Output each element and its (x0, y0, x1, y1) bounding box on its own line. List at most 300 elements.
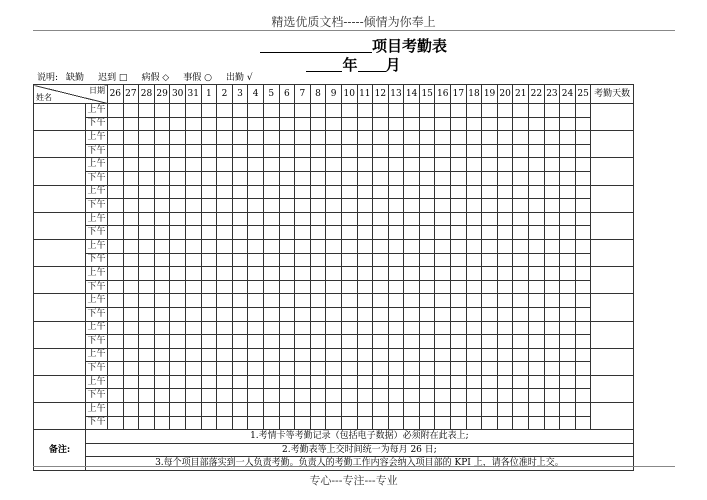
attendance-cell[interactable] (466, 294, 482, 308)
attendance-cell[interactable] (154, 362, 170, 376)
attendance-cell[interactable] (279, 321, 295, 335)
attendance-cell[interactable] (404, 403, 420, 417)
attendance-cell[interactable] (154, 226, 170, 240)
attendance-cell[interactable] (357, 403, 373, 417)
attendance-cell[interactable] (419, 375, 435, 389)
attendance-cell[interactable] (154, 307, 170, 321)
attendance-cell[interactable] (248, 267, 264, 281)
attendance-cell[interactable] (201, 226, 217, 240)
attendance-cell[interactable] (497, 212, 513, 226)
attendance-cell[interactable] (388, 239, 404, 253)
attendance-cell[interactable] (170, 416, 186, 430)
attendance-cell[interactable] (388, 321, 404, 335)
attendance-cell[interactable] (279, 375, 295, 389)
attendance-cell[interactable] (373, 117, 389, 131)
attendance-cell[interactable] (201, 375, 217, 389)
attendance-cell[interactable] (544, 171, 560, 185)
attendance-cell[interactable] (451, 403, 467, 417)
attendance-cell[interactable] (108, 253, 124, 267)
attendance-cell[interactable] (310, 307, 326, 321)
attendance-cell[interactable] (217, 362, 233, 376)
attendance-cell[interactable] (404, 185, 420, 199)
attendance-cell[interactable] (544, 280, 560, 294)
attendance-cell[interactable] (154, 104, 170, 118)
attendance-cell[interactable] (341, 362, 357, 376)
attendance-cell[interactable] (108, 171, 124, 185)
attendance-cell[interactable] (248, 117, 264, 131)
attendance-cell[interactable] (248, 307, 264, 321)
attendance-cell[interactable] (341, 239, 357, 253)
attendance-cell[interactable] (201, 199, 217, 213)
attendance-cell[interactable] (388, 253, 404, 267)
attendance-cell[interactable] (170, 348, 186, 362)
attendance-cell[interactable] (185, 280, 201, 294)
attendance-cell[interactable] (451, 348, 467, 362)
attendance-cell[interactable] (373, 199, 389, 213)
attendance-cell[interactable] (529, 144, 545, 158)
attendance-cell[interactable] (170, 321, 186, 335)
attendance-cell[interactable] (201, 104, 217, 118)
attendance-cell[interactable] (185, 307, 201, 321)
attendance-cell[interactable] (232, 171, 248, 185)
attendance-cell[interactable] (560, 212, 576, 226)
attendance-cell[interactable] (154, 389, 170, 403)
attendance-cell[interactable] (513, 199, 529, 213)
attendance-cell[interactable] (232, 321, 248, 335)
attendance-cell[interactable] (404, 239, 420, 253)
attendance-cell[interactable] (108, 375, 124, 389)
total-days-cell[interactable] (591, 375, 633, 402)
attendance-cell[interactable] (310, 267, 326, 281)
attendance-cell[interactable] (419, 389, 435, 403)
attendance-cell[interactable] (419, 307, 435, 321)
attendance-cell[interactable] (248, 389, 264, 403)
attendance-cell[interactable] (170, 199, 186, 213)
attendance-cell[interactable] (295, 307, 311, 321)
name-cell[interactable] (34, 104, 86, 131)
attendance-cell[interactable] (279, 389, 295, 403)
attendance-cell[interactable] (497, 185, 513, 199)
attendance-cell[interactable] (279, 253, 295, 267)
attendance-cell[interactable] (357, 239, 373, 253)
attendance-cell[interactable] (139, 335, 155, 349)
attendance-cell[interactable] (435, 212, 451, 226)
attendance-cell[interactable] (575, 212, 591, 226)
attendance-cell[interactable] (139, 117, 155, 131)
attendance-cell[interactable] (544, 389, 560, 403)
attendance-cell[interactable] (513, 158, 529, 172)
attendance-cell[interactable] (466, 416, 482, 430)
attendance-cell[interactable] (123, 104, 139, 118)
attendance-cell[interactable] (123, 212, 139, 226)
attendance-cell[interactable] (310, 117, 326, 131)
attendance-cell[interactable] (560, 375, 576, 389)
attendance-cell[interactable] (310, 335, 326, 349)
attendance-cell[interactable] (373, 171, 389, 185)
attendance-cell[interactable] (451, 321, 467, 335)
attendance-cell[interactable] (139, 267, 155, 281)
attendance-cell[interactable] (217, 144, 233, 158)
attendance-cell[interactable] (560, 253, 576, 267)
attendance-cell[interactable] (248, 321, 264, 335)
attendance-cell[interactable] (310, 226, 326, 240)
attendance-cell[interactable] (217, 416, 233, 430)
attendance-cell[interactable] (451, 104, 467, 118)
attendance-cell[interactable] (482, 253, 498, 267)
attendance-cell[interactable] (217, 321, 233, 335)
attendance-cell[interactable] (513, 375, 529, 389)
attendance-cell[interactable] (575, 199, 591, 213)
attendance-cell[interactable] (497, 403, 513, 417)
attendance-cell[interactable] (357, 348, 373, 362)
attendance-cell[interactable] (310, 158, 326, 172)
attendance-cell[interactable] (544, 307, 560, 321)
attendance-cell[interactable] (279, 307, 295, 321)
attendance-cell[interactable] (451, 171, 467, 185)
attendance-cell[interactable] (123, 117, 139, 131)
attendance-cell[interactable] (544, 253, 560, 267)
attendance-cell[interactable] (404, 144, 420, 158)
attendance-cell[interactable] (185, 362, 201, 376)
attendance-cell[interactable] (513, 131, 529, 145)
attendance-cell[interactable] (154, 375, 170, 389)
attendance-cell[interactable] (575, 144, 591, 158)
attendance-cell[interactable] (419, 144, 435, 158)
attendance-cell[interactable] (123, 362, 139, 376)
attendance-cell[interactable] (357, 267, 373, 281)
attendance-cell[interactable] (482, 199, 498, 213)
attendance-cell[interactable] (108, 307, 124, 321)
attendance-cell[interactable] (139, 307, 155, 321)
attendance-cell[interactable] (326, 226, 342, 240)
attendance-cell[interactable] (154, 294, 170, 308)
attendance-cell[interactable] (482, 321, 498, 335)
attendance-cell[interactable] (248, 131, 264, 145)
attendance-cell[interactable] (560, 389, 576, 403)
attendance-cell[interactable] (341, 280, 357, 294)
attendance-cell[interactable] (232, 280, 248, 294)
attendance-cell[interactable] (466, 362, 482, 376)
attendance-cell[interactable] (466, 403, 482, 417)
attendance-cell[interactable] (341, 267, 357, 281)
attendance-cell[interactable] (560, 294, 576, 308)
attendance-cell[interactable] (123, 321, 139, 335)
attendance-cell[interactable] (295, 117, 311, 131)
attendance-cell[interactable] (263, 212, 279, 226)
month-blank[interactable] (358, 56, 386, 72)
attendance-cell[interactable] (482, 104, 498, 118)
attendance-cell[interactable] (513, 416, 529, 430)
total-days-cell[interactable] (591, 403, 633, 430)
attendance-cell[interactable] (497, 267, 513, 281)
attendance-cell[interactable] (544, 362, 560, 376)
attendance-cell[interactable] (232, 117, 248, 131)
attendance-cell[interactable] (451, 131, 467, 145)
attendance-cell[interactable] (279, 212, 295, 226)
attendance-cell[interactable] (435, 362, 451, 376)
attendance-cell[interactable] (123, 267, 139, 281)
attendance-cell[interactable] (575, 335, 591, 349)
attendance-cell[interactable] (357, 199, 373, 213)
attendance-cell[interactable] (263, 171, 279, 185)
attendance-cell[interactable] (263, 267, 279, 281)
attendance-cell[interactable] (388, 117, 404, 131)
attendance-cell[interactable] (575, 362, 591, 376)
attendance-cell[interactable] (217, 253, 233, 267)
attendance-cell[interactable] (466, 307, 482, 321)
attendance-cell[interactable] (357, 375, 373, 389)
attendance-cell[interactable] (575, 104, 591, 118)
attendance-cell[interactable] (373, 416, 389, 430)
attendance-cell[interactable] (185, 226, 201, 240)
attendance-cell[interactable] (419, 158, 435, 172)
attendance-cell[interactable] (435, 158, 451, 172)
attendance-cell[interactable] (575, 131, 591, 145)
attendance-cell[interactable] (497, 171, 513, 185)
attendance-cell[interactable] (341, 294, 357, 308)
attendance-cell[interactable] (373, 335, 389, 349)
attendance-cell[interactable] (357, 294, 373, 308)
attendance-cell[interactable] (310, 375, 326, 389)
attendance-cell[interactable] (466, 267, 482, 281)
attendance-cell[interactable] (513, 348, 529, 362)
attendance-cell[interactable] (170, 389, 186, 403)
attendance-cell[interactable] (466, 375, 482, 389)
attendance-cell[interactable] (544, 239, 560, 253)
attendance-cell[interactable] (279, 267, 295, 281)
attendance-cell[interactable] (185, 416, 201, 430)
attendance-cell[interactable] (108, 389, 124, 403)
attendance-cell[interactable] (404, 362, 420, 376)
attendance-cell[interactable] (451, 199, 467, 213)
attendance-cell[interactable] (310, 403, 326, 417)
attendance-cell[interactable] (310, 144, 326, 158)
attendance-cell[interactable] (170, 253, 186, 267)
attendance-cell[interactable] (373, 185, 389, 199)
attendance-cell[interactable] (419, 226, 435, 240)
attendance-cell[interactable] (201, 171, 217, 185)
attendance-cell[interactable] (170, 375, 186, 389)
attendance-cell[interactable] (435, 348, 451, 362)
attendance-cell[interactable] (529, 158, 545, 172)
attendance-cell[interactable] (341, 226, 357, 240)
attendance-cell[interactable] (404, 348, 420, 362)
attendance-cell[interactable] (404, 158, 420, 172)
attendance-cell[interactable] (279, 294, 295, 308)
attendance-cell[interactable] (279, 348, 295, 362)
attendance-cell[interactable] (388, 280, 404, 294)
attendance-cell[interactable] (326, 104, 342, 118)
attendance-cell[interactable] (466, 253, 482, 267)
attendance-cell[interactable] (217, 389, 233, 403)
attendance-cell[interactable] (560, 239, 576, 253)
attendance-cell[interactable] (217, 212, 233, 226)
attendance-cell[interactable] (435, 267, 451, 281)
attendance-cell[interactable] (108, 226, 124, 240)
attendance-cell[interactable] (201, 212, 217, 226)
attendance-cell[interactable] (185, 335, 201, 349)
attendance-cell[interactable] (139, 389, 155, 403)
attendance-cell[interactable] (201, 267, 217, 281)
attendance-cell[interactable] (404, 389, 420, 403)
attendance-cell[interactable] (295, 267, 311, 281)
attendance-cell[interactable] (575, 389, 591, 403)
attendance-cell[interactable] (435, 171, 451, 185)
attendance-cell[interactable] (544, 348, 560, 362)
attendance-cell[interactable] (154, 185, 170, 199)
name-cell[interactable] (34, 212, 86, 239)
total-days-cell[interactable] (591, 267, 633, 294)
attendance-cell[interactable] (154, 199, 170, 213)
total-days-cell[interactable] (591, 321, 633, 348)
attendance-cell[interactable] (154, 335, 170, 349)
attendance-cell[interactable] (310, 239, 326, 253)
attendance-cell[interactable] (575, 253, 591, 267)
attendance-cell[interactable] (388, 171, 404, 185)
attendance-cell[interactable] (560, 348, 576, 362)
attendance-cell[interactable] (185, 267, 201, 281)
attendance-cell[interactable] (123, 171, 139, 185)
attendance-cell[interactable] (217, 403, 233, 417)
attendance-cell[interactable] (497, 280, 513, 294)
attendance-cell[interactable] (232, 375, 248, 389)
attendance-cell[interactable] (108, 144, 124, 158)
attendance-cell[interactable] (560, 158, 576, 172)
attendance-cell[interactable] (451, 185, 467, 199)
attendance-cell[interactable] (232, 362, 248, 376)
attendance-cell[interactable] (357, 280, 373, 294)
attendance-cell[interactable] (482, 348, 498, 362)
attendance-cell[interactable] (232, 131, 248, 145)
attendance-cell[interactable] (185, 158, 201, 172)
attendance-cell[interactable] (217, 375, 233, 389)
attendance-cell[interactable] (513, 185, 529, 199)
attendance-cell[interactable] (295, 212, 311, 226)
attendance-cell[interactable] (170, 335, 186, 349)
attendance-cell[interactable] (497, 389, 513, 403)
attendance-cell[interactable] (544, 375, 560, 389)
attendance-cell[interactable] (295, 171, 311, 185)
attendance-cell[interactable] (575, 294, 591, 308)
attendance-cell[interactable] (248, 375, 264, 389)
attendance-cell[interactable] (341, 199, 357, 213)
attendance-cell[interactable] (560, 267, 576, 281)
attendance-cell[interactable] (529, 171, 545, 185)
attendance-cell[interactable] (185, 348, 201, 362)
attendance-cell[interactable] (248, 104, 264, 118)
attendance-cell[interactable] (497, 158, 513, 172)
attendance-cell[interactable] (575, 226, 591, 240)
attendance-cell[interactable] (419, 362, 435, 376)
attendance-cell[interactable] (326, 131, 342, 145)
attendance-cell[interactable] (263, 348, 279, 362)
attendance-cell[interactable] (139, 321, 155, 335)
attendance-cell[interactable] (232, 403, 248, 417)
attendance-cell[interactable] (388, 131, 404, 145)
attendance-cell[interactable] (466, 117, 482, 131)
attendance-cell[interactable] (232, 239, 248, 253)
attendance-cell[interactable] (170, 144, 186, 158)
attendance-cell[interactable] (575, 171, 591, 185)
total-days-cell[interactable] (591, 294, 633, 321)
attendance-cell[interactable] (263, 199, 279, 213)
attendance-cell[interactable] (497, 335, 513, 349)
attendance-cell[interactable] (435, 375, 451, 389)
attendance-cell[interactable] (513, 104, 529, 118)
attendance-cell[interactable] (451, 226, 467, 240)
total-days-cell[interactable] (591, 239, 633, 266)
attendance-cell[interactable] (263, 389, 279, 403)
attendance-cell[interactable] (326, 389, 342, 403)
attendance-cell[interactable] (435, 144, 451, 158)
attendance-cell[interactable] (466, 212, 482, 226)
attendance-cell[interactable] (513, 171, 529, 185)
attendance-cell[interactable] (310, 321, 326, 335)
attendance-cell[interactable] (248, 362, 264, 376)
attendance-cell[interactable] (295, 294, 311, 308)
attendance-cell[interactable] (108, 416, 124, 430)
attendance-cell[interactable] (404, 117, 420, 131)
attendance-cell[interactable] (263, 185, 279, 199)
attendance-cell[interactable] (388, 226, 404, 240)
attendance-cell[interactable] (482, 185, 498, 199)
attendance-cell[interactable] (326, 294, 342, 308)
attendance-cell[interactable] (529, 389, 545, 403)
attendance-cell[interactable] (154, 348, 170, 362)
attendance-cell[interactable] (201, 416, 217, 430)
total-days-cell[interactable] (591, 185, 633, 212)
attendance-cell[interactable] (435, 239, 451, 253)
attendance-cell[interactable] (497, 294, 513, 308)
attendance-cell[interactable] (295, 239, 311, 253)
attendance-cell[interactable] (497, 348, 513, 362)
attendance-cell[interactable] (295, 375, 311, 389)
attendance-cell[interactable] (201, 389, 217, 403)
attendance-cell[interactable] (451, 117, 467, 131)
attendance-cell[interactable] (295, 199, 311, 213)
attendance-cell[interactable] (170, 212, 186, 226)
attendance-cell[interactable] (185, 104, 201, 118)
attendance-cell[interactable] (139, 171, 155, 185)
attendance-cell[interactable] (513, 226, 529, 240)
attendance-cell[interactable] (529, 104, 545, 118)
attendance-cell[interactable] (217, 267, 233, 281)
attendance-cell[interactable] (295, 104, 311, 118)
attendance-cell[interactable] (497, 226, 513, 240)
attendance-cell[interactable] (529, 307, 545, 321)
attendance-cell[interactable] (217, 104, 233, 118)
attendance-cell[interactable] (404, 226, 420, 240)
attendance-cell[interactable] (404, 280, 420, 294)
attendance-cell[interactable] (544, 294, 560, 308)
attendance-cell[interactable] (341, 389, 357, 403)
attendance-cell[interactable] (154, 321, 170, 335)
attendance-cell[interactable] (529, 253, 545, 267)
attendance-cell[interactable] (357, 389, 373, 403)
attendance-cell[interactable] (560, 185, 576, 199)
attendance-cell[interactable] (451, 294, 467, 308)
attendance-cell[interactable] (544, 267, 560, 281)
attendance-cell[interactable] (404, 253, 420, 267)
attendance-cell[interactable] (108, 321, 124, 335)
attendance-cell[interactable] (123, 416, 139, 430)
attendance-cell[interactable] (108, 335, 124, 349)
attendance-cell[interactable] (451, 212, 467, 226)
attendance-cell[interactable] (279, 239, 295, 253)
attendance-cell[interactable] (232, 389, 248, 403)
attendance-cell[interactable] (373, 104, 389, 118)
attendance-cell[interactable] (295, 185, 311, 199)
